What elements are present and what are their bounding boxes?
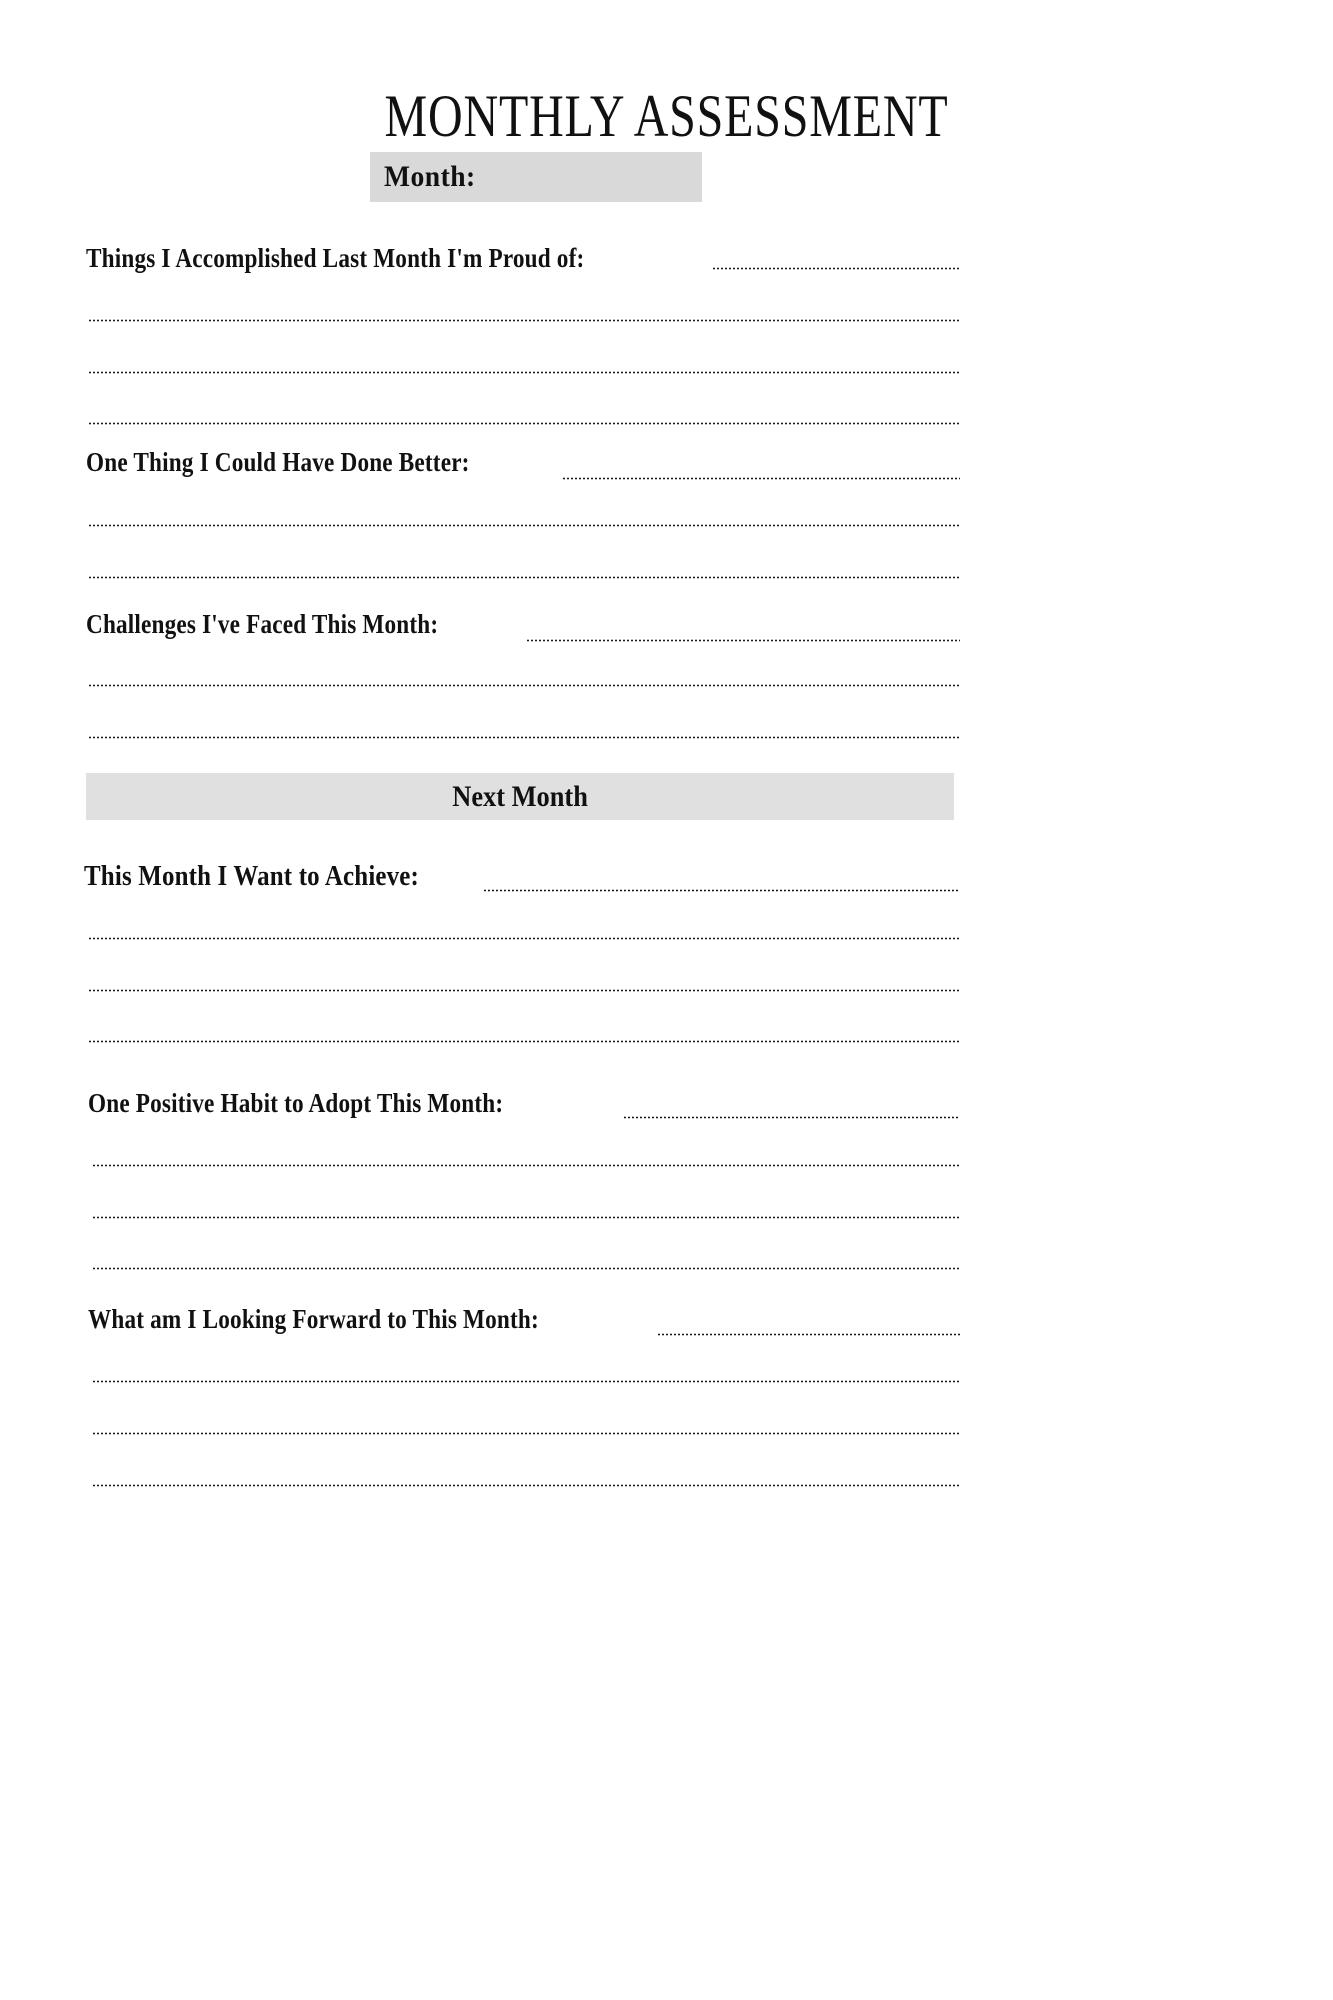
write-line-positive-habit-3[interactable] — [92, 1216, 960, 1219]
write-line-done-better-1[interactable] — [562, 477, 960, 480]
write-line-accomplishments-1[interactable] — [712, 267, 960, 270]
write-line-positive-habit-4[interactable] — [92, 1267, 960, 1270]
write-line-accomplishments-4[interactable] — [88, 422, 960, 425]
write-line-accomplishments-2[interactable] — [88, 319, 960, 322]
field-label-done-better: One Thing I Could Have Done Better: — [86, 447, 470, 477]
write-line-accomplishments-3[interactable] — [88, 371, 960, 374]
write-line-positive-habit-1[interactable] — [623, 1116, 960, 1119]
write-line-challenges-2[interactable] — [88, 684, 960, 687]
write-line-done-better-3[interactable] — [88, 576, 960, 579]
month-field-label: Month: — [384, 160, 476, 193]
write-line-challenges-1[interactable] — [526, 639, 960, 642]
field-label-challenges: Challenges I've Faced This Month: — [86, 609, 439, 639]
write-line-achieve-3[interactable] — [88, 989, 960, 992]
section-banner-label: Next Month — [452, 779, 588, 813]
write-line-looking-forward-1[interactable] — [657, 1333, 960, 1336]
field-label-positive-habit: One Positive Habit to Adopt This Month: — [88, 1088, 504, 1118]
write-line-achieve-4[interactable] — [88, 1040, 960, 1043]
write-line-looking-forward-4[interactable] — [92, 1484, 960, 1487]
write-line-challenges-3[interactable] — [88, 736, 960, 739]
section-banner-next-month — [86, 773, 954, 820]
write-line-done-better-2[interactable] — [88, 524, 960, 527]
write-line-looking-forward-3[interactable] — [92, 1432, 960, 1435]
write-line-positive-habit-2[interactable] — [92, 1164, 960, 1167]
page-title: MONTHLY ASSESSMENT — [384, 83, 949, 149]
field-label-accomplishments: Things I Accomplished Last Month I'm Proud of: — [86, 243, 585, 273]
field-label-achieve: This Month I Want to Achieve: — [84, 860, 420, 892]
field-label-looking-forward: What am I Looking Forward to This Month: — [88, 1304, 539, 1334]
write-line-achieve-1[interactable] — [483, 889, 960, 892]
write-line-looking-forward-2[interactable] — [92, 1380, 960, 1383]
month-field-box[interactable] — [370, 152, 702, 202]
write-line-achieve-2[interactable] — [88, 937, 960, 940]
